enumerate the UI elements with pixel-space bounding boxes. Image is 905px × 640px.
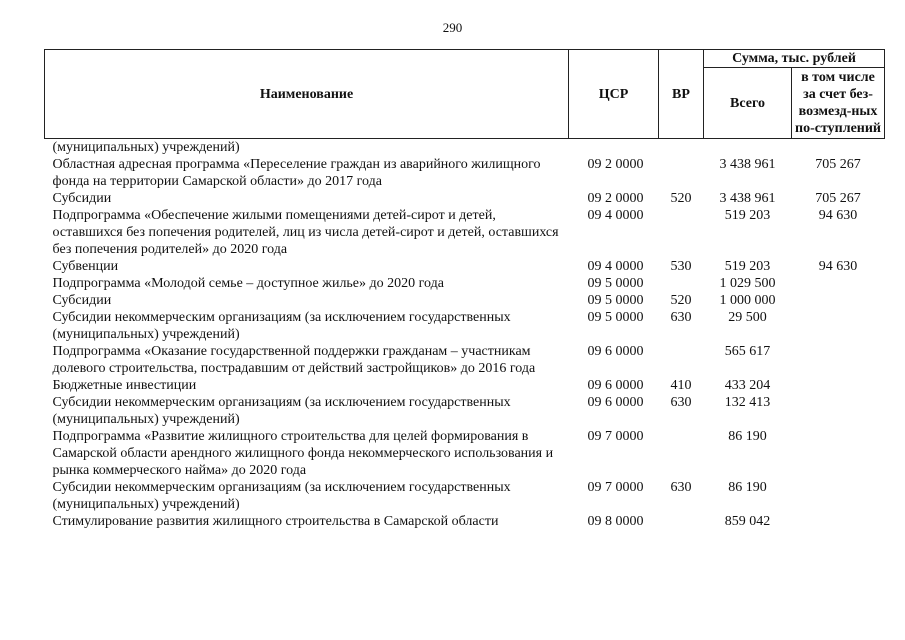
row-csr: 09 4 0000 [587, 259, 644, 274]
row-vr [659, 207, 704, 258]
table-row [45, 428, 885, 479]
row-vr: 530 [670, 259, 692, 274]
table-row [45, 309, 885, 343]
row-free [792, 275, 885, 292]
row-csr: 09 4 0000 [587, 208, 644, 223]
budget-table [44, 49, 885, 530]
table-row [45, 139, 885, 157]
row-name: Подпрограмма «Оказание государственной поддержки гражданам – участникам долевого строительства, пострадавшим от действий застройщиков» до 2016 года [52, 344, 536, 376]
row-csr: 09 5 0000 [587, 293, 644, 308]
row-free [792, 394, 885, 428]
row-csr: 09 8 0000 [587, 514, 644, 529]
row-free [792, 377, 885, 394]
table-row [45, 343, 885, 377]
header-sum-group: Сумма, тыс. рублей [704, 50, 885, 68]
row-name: Субсидии [52, 293, 112, 308]
row-total: 433 204 [724, 378, 771, 393]
row-name: Субсидии некоммерческим организациям (за исключением государственных (муниципальных) учреждений) [52, 395, 511, 427]
row-csr: 09 7 0000 [587, 480, 644, 495]
header-total: Всего [704, 68, 792, 139]
row-vr: 520 [670, 191, 692, 206]
row-csr: 09 2 0000 [587, 157, 644, 172]
header-csr: ЦСР [569, 50, 659, 139]
table-body [45, 139, 885, 531]
table-header [45, 50, 885, 139]
row-free: 705 267 [815, 157, 861, 172]
row-free [792, 139, 885, 157]
row-free [792, 343, 885, 377]
row-total: 1 000 000 [719, 293, 776, 308]
row-free [792, 513, 885, 530]
row-vr [659, 428, 704, 479]
table-row [45, 479, 885, 513]
row-csr: 09 2 0000 [587, 191, 644, 206]
row-name: Субсидии некоммерческим организациям (за исключением государственных (муниципальных) учреждений) [52, 480, 511, 512]
row-csr: 09 6 0000 [587, 395, 644, 410]
row-total: 519 203 [724, 259, 771, 274]
table-row [45, 190, 885, 207]
table-row [45, 156, 885, 190]
row-vr [659, 139, 704, 157]
row-csr: 09 5 0000 [587, 276, 644, 291]
row-name: Подпрограмма «Развитие жилищного строительства для целей формирования в Самарской области арендного жилищного фонда некоммерческого использования и рынка коммерческого найма» до 2020 года [52, 429, 554, 478]
header-free: в том числе за счет без-возмезд-ных по-ступлений [792, 68, 885, 139]
table-row [45, 513, 885, 530]
row-vr: 410 [670, 378, 692, 393]
row-free [792, 428, 885, 479]
page-number: 290 [442, 20, 463, 35]
row-total: 86 190 [728, 429, 767, 444]
row-total: 29 500 [728, 310, 767, 325]
row-name: Стимулирование развития жилищного строительства в Самарской области [52, 514, 499, 529]
header-name: Наименование [45, 50, 569, 139]
row-free [792, 479, 885, 513]
row-total: 519 203 [724, 208, 771, 223]
row-free: 94 630 [818, 208, 858, 223]
row-name: Бюджетные инвестиции [52, 378, 197, 393]
row-vr [659, 275, 704, 292]
row-total: 1 029 500 [719, 276, 776, 291]
row-vr [659, 343, 704, 377]
table-row [45, 292, 885, 309]
table-row [45, 377, 885, 394]
row-name: Субсидии [52, 191, 112, 206]
row-total: 86 190 [728, 480, 767, 495]
row-total [704, 139, 792, 157]
row-free [792, 309, 885, 343]
row-free: 94 630 [818, 259, 858, 274]
header-vr: ВР [659, 50, 704, 139]
row-vr [659, 513, 704, 530]
row-csr: 09 6 0000 [587, 344, 644, 359]
row-csr: 09 7 0000 [587, 429, 644, 444]
row-total: 3 438 961 [719, 157, 776, 172]
row-vr: 630 [670, 310, 692, 325]
row-vr: 630 [670, 480, 692, 495]
row-free [792, 292, 885, 309]
row-total: 3 438 961 [719, 191, 776, 206]
table-row [45, 258, 885, 275]
row-name: Субсидии некоммерческим организациям (за исключением государственных (муниципальных) учреждений) [52, 310, 511, 342]
table-row [45, 207, 885, 258]
row-name: Подпрограмма «Обеспечение жилыми помещениями детей-сирот и детей, оставшихся без попечения родителей, лиц из числа детей-сирот и детей, оставшихся без попечения родителей» до 2020 года [52, 208, 559, 257]
row-name: Подпрограмма «Молодой семье – доступное жилье» до 2020 года [52, 276, 444, 291]
row-name: Субвенции [52, 259, 119, 274]
row-total: 565 617 [724, 344, 771, 359]
row-vr [659, 156, 704, 190]
table-row [45, 394, 885, 428]
row-vr: 630 [670, 395, 692, 410]
row-vr: 520 [670, 293, 692, 308]
row-csr: 09 6 0000 [587, 378, 644, 393]
row-name: Областная адресная программа «Переселение граждан из аварийного жилищного фонда на территории Самарской области» до 2017 года [52, 157, 541, 189]
row-name: (муниципальных) учреждений) [52, 140, 240, 155]
row-csr [569, 139, 659, 157]
table-row [45, 275, 885, 292]
row-total: 132 413 [724, 395, 771, 410]
row-total: 859 042 [724, 514, 771, 529]
row-free: 705 267 [815, 191, 861, 206]
row-csr: 09 5 0000 [587, 310, 644, 325]
